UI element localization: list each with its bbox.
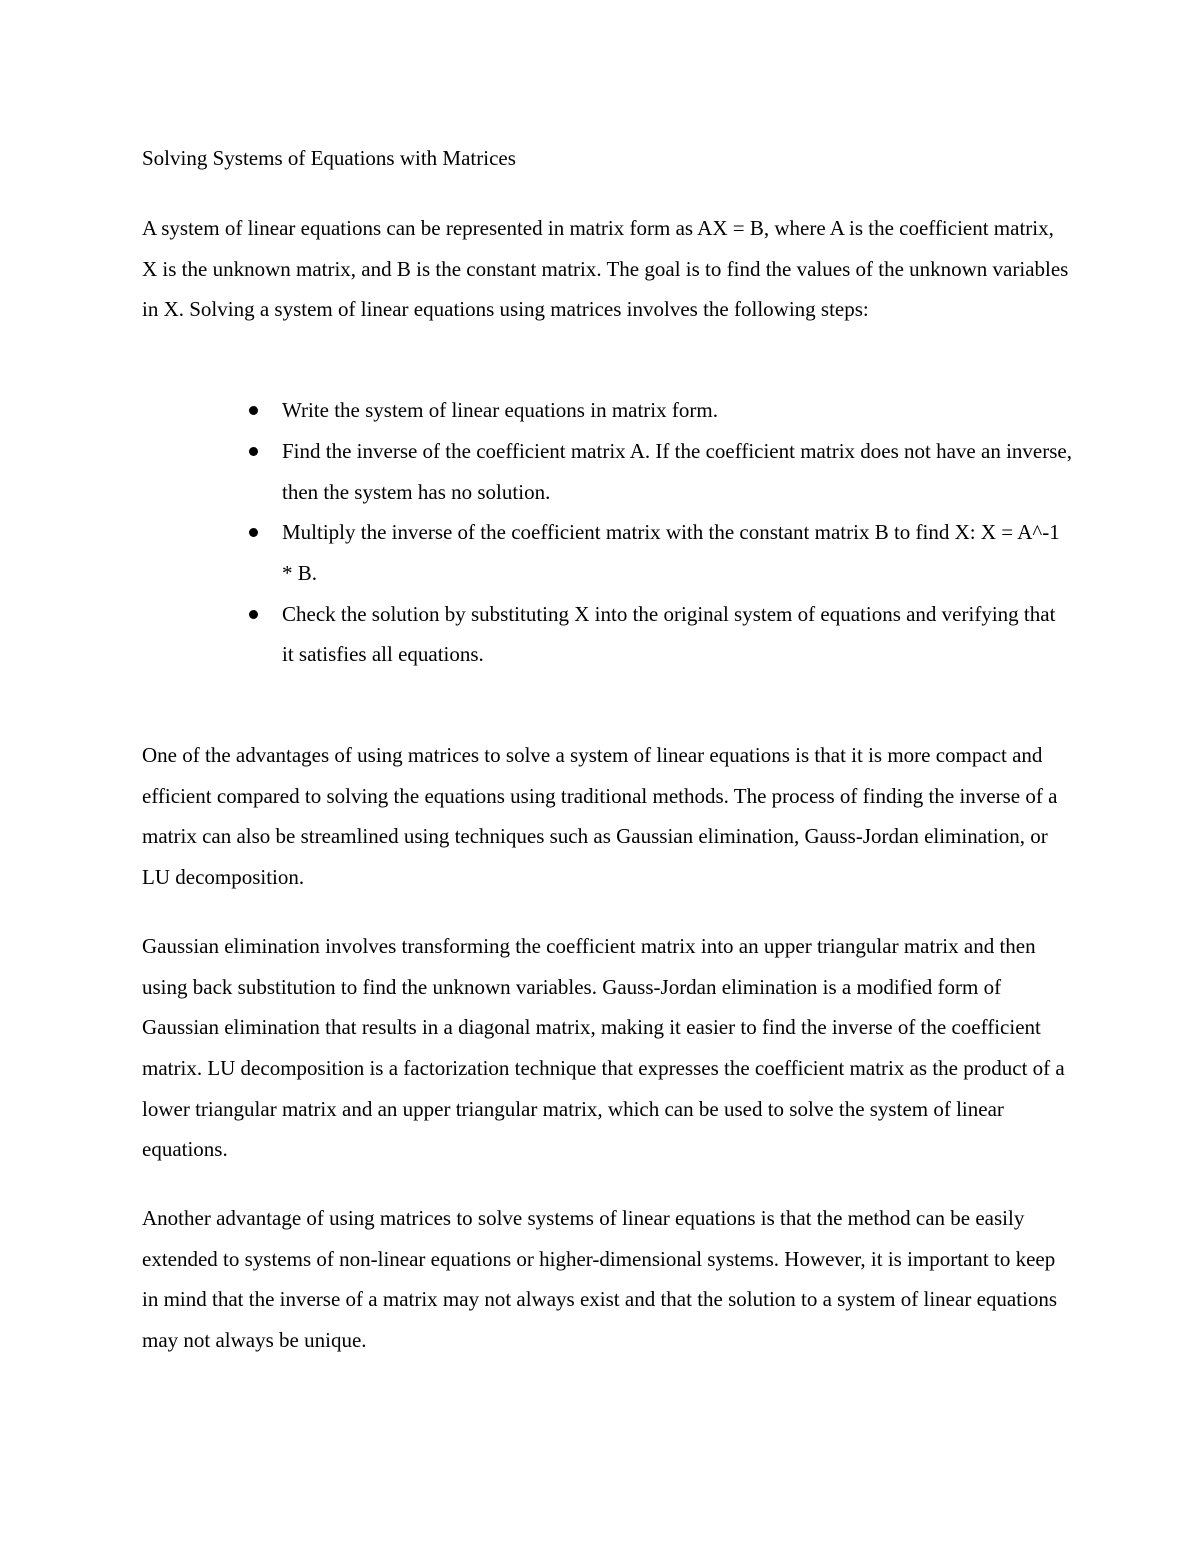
bullet-icon	[249, 406, 258, 415]
elimination-paragraph: Gaussian elimination involves transforming the coefficient matrix into an upper triangular matrix and then using back substitution to find the unknown variables. Gauss-Jordan elimination is a modified form of Gaussian elimination that results in a diagonal matrix, making it easier to find the inverse of the coefficient matrix. LU decomposition is a factorization technique that expresses the coefficient matrix as the product of a lower triangular matrix and an upper triangular matrix, which can be used to solve the system of linear equations.	[142, 933, 1065, 1162]
extension-paragraph: Another advantage of using matrices to solve systems of linear equations is that the method can be easily extended to systems of non-linear equations or higher-dimensional systems. However, it is important to keep in mind that the inverse of a matrix may not always exist and that the solution to a system of linear equations may not always be unique.	[142, 1206, 1058, 1353]
step-text: Find the inverse of the coefficient matrix A. If the coefficient matrix does not have an inverse, then the system has no solution.	[282, 438, 1072, 504]
steps-list	[142, 390, 1072, 675]
list-item	[282, 390, 1072, 431]
bullet-icon	[249, 528, 258, 537]
list-item	[282, 431, 1072, 512]
step-text: Multiply the inverse of the coefficient matrix with the constant matrix B to find X: X = A^-1 * B.	[282, 520, 1060, 585]
document-title: Solving Systems of Equations with Matrices	[142, 146, 516, 170]
step-text: Write the system of linear equations in matrix form.	[282, 398, 718, 423]
advantages-paragraph: One of the advantages of using matrices to solve a system of linear equations is that it is more compact and efficient compared to solving the equations using traditional methods. The process of finding the inverse of a matrix can also be streamlined using techniques such as Gaussian elimination, Gauss-Jordan elimination, or LU decomposition.	[142, 743, 1058, 890]
bullet-icon	[249, 610, 258, 619]
list-item	[282, 594, 1072, 675]
intro-paragraph: A system of linear equations can be represented in matrix form as AX = B, where A is the coefficient matrix, X is the unknown matrix, and B is the constant matrix. The goal is to find the values of the unknown variables in X. Solving a system of linear equations using matrices involves the following steps:	[142, 216, 1069, 322]
bullet-icon	[249, 447, 258, 456]
list-item	[282, 512, 1072, 593]
document-page	[142, 138, 1072, 1361]
step-text: Check the solution by substituting X into the original system of equations and verifying that it satisfies all equations.	[282, 601, 1056, 667]
